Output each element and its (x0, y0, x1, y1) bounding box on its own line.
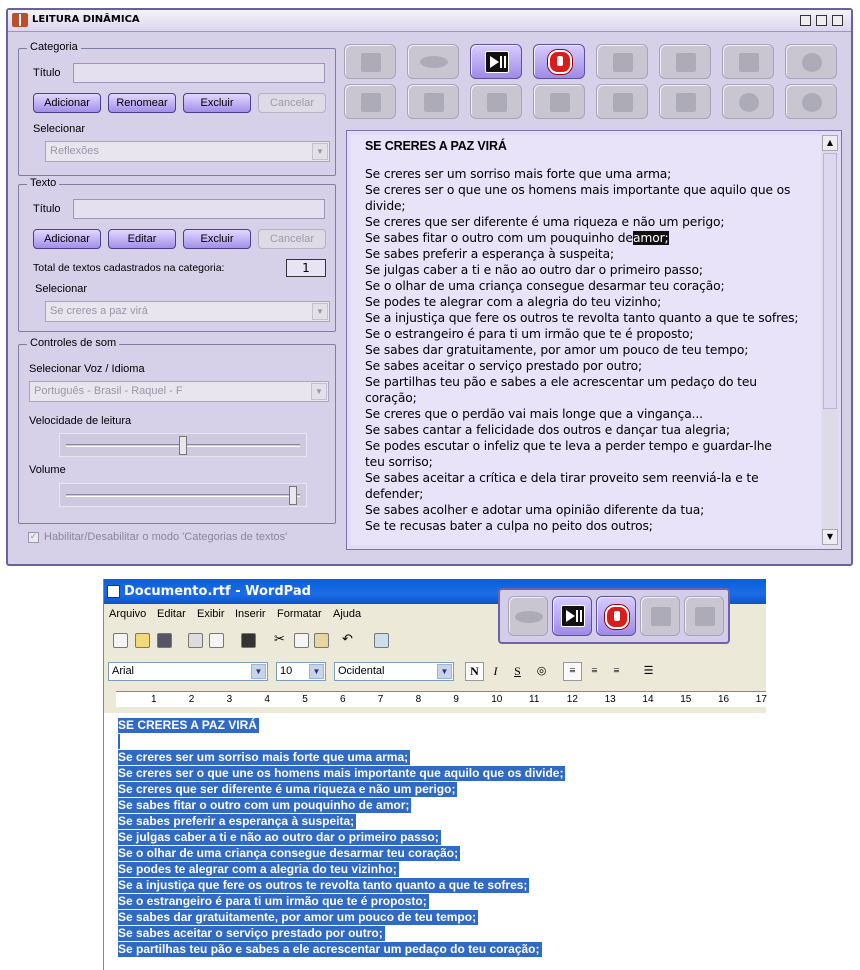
print-icon[interactable] (188, 633, 203, 648)
toolbar-stop-button[interactable] (533, 44, 585, 79)
document-line: Se o olhar de uma criança consegue desarmar teu coração; (118, 846, 459, 860)
volume-slider-thumb[interactable] (289, 486, 297, 505)
toolbar-book-button[interactable] (659, 84, 711, 119)
close-icon[interactable] (832, 15, 843, 26)
underline-button[interactable]: S (508, 662, 527, 681)
menu-ajuda[interactable]: Ajuda (333, 608, 362, 620)
chevron-down-icon[interactable]: ▼ (251, 664, 266, 679)
toolbar-search-button[interactable] (722, 84, 774, 119)
play-pause-icon (485, 51, 509, 73)
texto-cancelar-button[interactable]: Cancelar (258, 229, 326, 249)
play-pause-icon (561, 605, 585, 627)
wordpad-title: Documento.rtf - WordPad (124, 584, 311, 599)
wordpad-document[interactable] (104, 713, 766, 970)
ruler-number: 10 (491, 694, 503, 705)
toolbar-insert-button[interactable] (344, 44, 396, 79)
print-preview-icon[interactable] (209, 633, 224, 648)
reader-scrollbar[interactable] (822, 135, 838, 545)
total-textos-value: 1 (286, 259, 326, 277)
reader-line: defender; (365, 487, 424, 501)
document-line: Se creres que ser diferente é uma riqueza e não um perigo; (118, 782, 456, 796)
reader-line: Se podes te alegrar com a alegria do teu vizinho; (365, 295, 662, 309)
total-textos-label: Total de textos cadastrados na categoria: (33, 262, 225, 274)
reader-line: Se te recusas bater a culpa no peito dos outros; (365, 519, 653, 533)
toolbar-cut-button[interactable] (470, 84, 522, 119)
voz-select-value: Português - Brasil - Raquel - F (34, 385, 183, 397)
document-line: Se julgas caber a ti e não ao outro dar o primeiro passo; (118, 830, 439, 844)
paste-icon[interactable] (314, 633, 329, 648)
texto-group-label: Texto (27, 177, 59, 189)
toolbar-circle-button[interactable] (785, 44, 837, 79)
document-line: Se sabes aceitar o serviço prestado por outro; (118, 926, 383, 940)
mini-stop-button[interactable] (596, 596, 636, 636)
ruler-number: 7 (377, 694, 384, 705)
open-folder-icon[interactable] (135, 633, 150, 648)
chevron-down-icon[interactable]: ▼ (312, 303, 328, 320)
toolbar-zoom-button[interactable] (785, 84, 837, 119)
toolbar-folder-button[interactable] (722, 44, 774, 79)
lips-icon (420, 56, 448, 68)
reader-line: Se sabes preferir a esperança à suspeita; (365, 247, 614, 261)
mini-speak-button[interactable] (508, 596, 548, 636)
menu-exibir[interactable]: Exibir (197, 608, 225, 620)
ruler-number: 3 (226, 694, 233, 705)
categoria-titulo-input[interactable] (73, 63, 325, 83)
toolbar-new-button[interactable] (344, 84, 396, 119)
texto-excluir-button[interactable]: Excluir (183, 229, 251, 249)
copy-icon[interactable] (294, 633, 309, 648)
color-icon[interactable]: ◎ (532, 662, 551, 681)
categoria-selecionar-label: Selecionar (33, 123, 85, 135)
categoria-group (18, 41, 336, 176)
reader-line: Se sabes fitar o outro com um pouquinho de (365, 231, 633, 245)
menu-arquivo[interactable]: Arquivo (109, 608, 147, 620)
size-select-value: 10 (280, 665, 293, 677)
ruler-number: 2 (188, 694, 195, 705)
texto-adicionar-button[interactable]: Adicionar (33, 229, 101, 249)
maximize-icon[interactable] (816, 15, 827, 26)
chevron-down-icon[interactable]: ▼ (312, 143, 328, 160)
circle-icon (802, 53, 822, 72)
categoria-adicionar-button[interactable]: Adicionar (33, 93, 101, 113)
font-select[interactable] (108, 662, 268, 681)
toolbar-copy-button[interactable] (533, 84, 585, 119)
toolbar-open-button[interactable] (659, 44, 711, 79)
texto-titulo-label: Título (33, 203, 61, 215)
new-file-icon[interactable] (113, 633, 128, 648)
ruler-number: 8 (415, 694, 422, 705)
find-icon[interactable] (241, 633, 256, 648)
categoria-select[interactable] (45, 141, 330, 162)
reader-line: Se partilhas teu pão e sabes a ele acrescentar um pedaço do teu (365, 375, 757, 389)
scroll-up-icon[interactable]: ▲ (822, 135, 838, 151)
reader-line: Se creres que o perdão vai mais longe que a vingança... (365, 407, 703, 421)
volume-label: Volume (29, 464, 66, 476)
main-window (6, 8, 853, 566)
zoom-icon (802, 93, 822, 112)
ruler-number: 6 (340, 694, 346, 705)
toolbar-paste-button[interactable] (596, 84, 648, 119)
bold-button[interactable]: N (465, 662, 484, 681)
font-select-value: Arial (112, 665, 135, 677)
ruler-strip (116, 691, 766, 707)
bullets-icon[interactable]: ☰ (639, 662, 658, 681)
document-line: Se a injustiça que fere os outros te revolta tanto quanto a que te sofres; (118, 878, 528, 892)
volume-slider[interactable] (59, 483, 307, 507)
reader-line: Se creres ser o que une os homens mais importante que aquilo que os (365, 183, 791, 197)
reader-line: divide; (365, 199, 406, 213)
document-line: Se sabes preferir a esperança à suspeita; (118, 814, 355, 828)
mini-play-button[interactable] (552, 596, 592, 636)
reader-text-area[interactable] (351, 135, 821, 545)
page-icon (651, 607, 671, 626)
minimize-icon[interactable] (800, 15, 811, 26)
ruler[interactable] (104, 686, 766, 713)
chevron-down-icon[interactable]: ▼ (309, 664, 324, 679)
document-line: Se creres ser um sorriso mais forte que uma arma; (118, 750, 409, 764)
voz-select[interactable] (29, 381, 329, 402)
script-select[interactable] (334, 662, 454, 681)
voz-label: Selecionar Voz / Idioma (29, 363, 145, 375)
align-center-icon[interactable]: ≡ (585, 662, 604, 681)
ruler-number: 14 (642, 694, 654, 705)
align-right-icon[interactable]: ≡ (607, 662, 626, 681)
categoria-titulo-label: Título (33, 67, 61, 79)
texto-select[interactable] (45, 301, 330, 322)
chevron-down-icon[interactable]: ▼ (437, 664, 452, 679)
reader-line: Se sabes acolher e adotar uma opinião diferente da tua; (365, 503, 705, 517)
ruler-number: 5 (302, 694, 308, 705)
chevron-down-icon[interactable]: ▼ (311, 383, 327, 400)
page-icon (361, 93, 381, 112)
scroll-thumb[interactable] (823, 153, 837, 409)
reader-line: Se sabes aceitar o serviço prestado por outro; (365, 359, 642, 373)
folder-icon (739, 53, 759, 72)
insert-datetime-icon[interactable] (374, 633, 389, 648)
search-icon (739, 93, 759, 112)
toolbar-document-button[interactable] (407, 84, 459, 119)
reader-line: teu sorriso; (365, 455, 433, 469)
scroll-down-icon[interactable]: ▼ (822, 529, 838, 545)
som-group-label: Controles de som (27, 337, 119, 349)
reader-line: Se sabes dar gratuitamente, por amor um pouco de teu tempo; (365, 343, 749, 357)
save-icon[interactable] (157, 633, 172, 648)
document-line (118, 734, 120, 749)
reader-line: Se creres que ser diferente é uma riqueza e não um perigo; (365, 215, 725, 229)
book-icon (676, 93, 696, 112)
document-line: Se sabes dar gratuitamente, por amor um pouco de teu tempo; (118, 910, 477, 924)
menu-inserir[interactable]: Inserir (235, 608, 266, 620)
title-bar[interactable] (8, 10, 851, 32)
align-left-icon[interactable]: ≡ (563, 662, 582, 681)
ruler-number: 16 (718, 694, 730, 705)
paste-icon (613, 93, 633, 112)
categoria-renomear-button[interactable]: Renomear (108, 93, 176, 113)
velocidade-slider-thumb[interactable] (179, 436, 187, 455)
reader-textbox[interactable] (346, 130, 842, 550)
ruler-number: 1 (151, 694, 157, 705)
velocidade-label: Velocidade de leitura (29, 415, 132, 427)
mini-page-button[interactable] (640, 596, 680, 636)
toolbar-play-button[interactable] (470, 44, 522, 79)
ruler-number: 11 (529, 694, 540, 705)
folder-open-icon (676, 53, 696, 72)
document-title: SE CRERES A PAZ VIRÁ (118, 718, 257, 732)
som-group (18, 337, 336, 524)
document-line: Se podes te alegrar com a alegria do teu vizinho; (118, 862, 397, 876)
ruler-number: 17 (755, 694, 767, 705)
reader-line: Se sabes cantar a felicidade dos outros e dançar tua alegria; (365, 423, 730, 437)
reader-line: Se creres ser um sorriso mais forte que uma arma; (365, 167, 672, 181)
document-line: Se o estrangeiro é para ti um irmão que te é proposto; (118, 894, 427, 908)
categoria-group-label: Categoria (27, 41, 81, 53)
categorias-mode-label: Habilitar/Desabilitar o modo 'Categorias de textos' (44, 531, 288, 543)
texto-group (18, 177, 336, 332)
texto-selecionar-label: Selecionar (35, 283, 87, 295)
toolbar-speak-button[interactable] (407, 44, 459, 79)
map-icon (613, 53, 633, 72)
categorias-mode-checkbox[interactable]: ✓ (29, 532, 38, 542)
reader-line: Se podes escutar o infeliz que te leva a perder tempo e guardar-lhe (365, 439, 772, 453)
ruler-number: 12 (566, 694, 578, 705)
ruler-number: 15 (680, 694, 692, 705)
lips-icon (515, 611, 543, 623)
menu-editar[interactable]: Editar (157, 608, 186, 620)
texto-titulo-input[interactable] (73, 199, 325, 219)
window-title: LEITURA DINÂMICA (32, 14, 140, 25)
cut-icon[interactable]: ✂ (274, 632, 285, 647)
italic-button[interactable]: I (486, 662, 505, 681)
document-line: Se sabes fitar o outro com um pouquinho de amor; (118, 798, 410, 812)
reader-title: SE CRERES A PAZ VIRÁ (365, 139, 507, 153)
document-icon (695, 607, 715, 626)
insert-file-icon (361, 53, 381, 72)
mini-toolbar (498, 588, 730, 644)
reader-line: Se julgas caber a ti e não ao outro dar o primeiro passo; (365, 263, 703, 277)
undo-icon[interactable]: ↶ (342, 632, 353, 647)
reader-line: Se o olhar de uma criança consegue desarmar teu coração; (365, 279, 725, 293)
stop-icon (605, 605, 629, 629)
reader-line: Se a injustiça que fere os outros te revolta tanto quanto a que te sofres; (365, 311, 799, 325)
document-icon (424, 93, 444, 112)
texto-select-value: Se creres a paz virá (50, 305, 148, 317)
ruler-number: 9 (453, 694, 459, 705)
categoria-excluir-button[interactable]: Excluir (183, 93, 251, 113)
categoria-select-value: Reflexões (50, 145, 99, 157)
velocidade-slider[interactable] (59, 433, 307, 457)
scissors-icon (487, 93, 507, 112)
script-select-value: Ocidental (338, 665, 385, 677)
document-line: Se creres ser o que une os homens mais importante que aquilo que os divide; (118, 766, 564, 780)
reader-line: Se o estrangeiro é para ti um irmão que te é proposto; (365, 327, 694, 341)
ruler-number: 4 (264, 694, 270, 705)
document-line: Se partilhas teu pão e sabes a ele acrescentar um pedaço do teu coração; (118, 942, 540, 956)
menu-formatar[interactable]: Formatar (277, 608, 322, 620)
toolbar-map-button[interactable] (596, 44, 648, 79)
ruler-number: 13 (604, 694, 616, 705)
size-select[interactable] (276, 662, 326, 681)
highlighted-word: amor; (633, 231, 669, 245)
copy-icon (550, 93, 570, 112)
reader-toolbar (342, 42, 846, 122)
reader-line: coração; (365, 391, 417, 405)
wordpad-icon (107, 585, 120, 598)
mini-document-button[interactable] (684, 596, 724, 636)
reader-line: Se sabes aceitar a crítica e dela tirar proveito sem reenviá-la e te (365, 471, 759, 485)
book-icon (12, 13, 28, 27)
wordpad-format-bar (104, 656, 766, 686)
categoria-cancelar-button[interactable]: Cancelar (258, 93, 326, 113)
stop-icon (548, 50, 572, 74)
texto-editar-button[interactable]: Editar (108, 229, 176, 249)
